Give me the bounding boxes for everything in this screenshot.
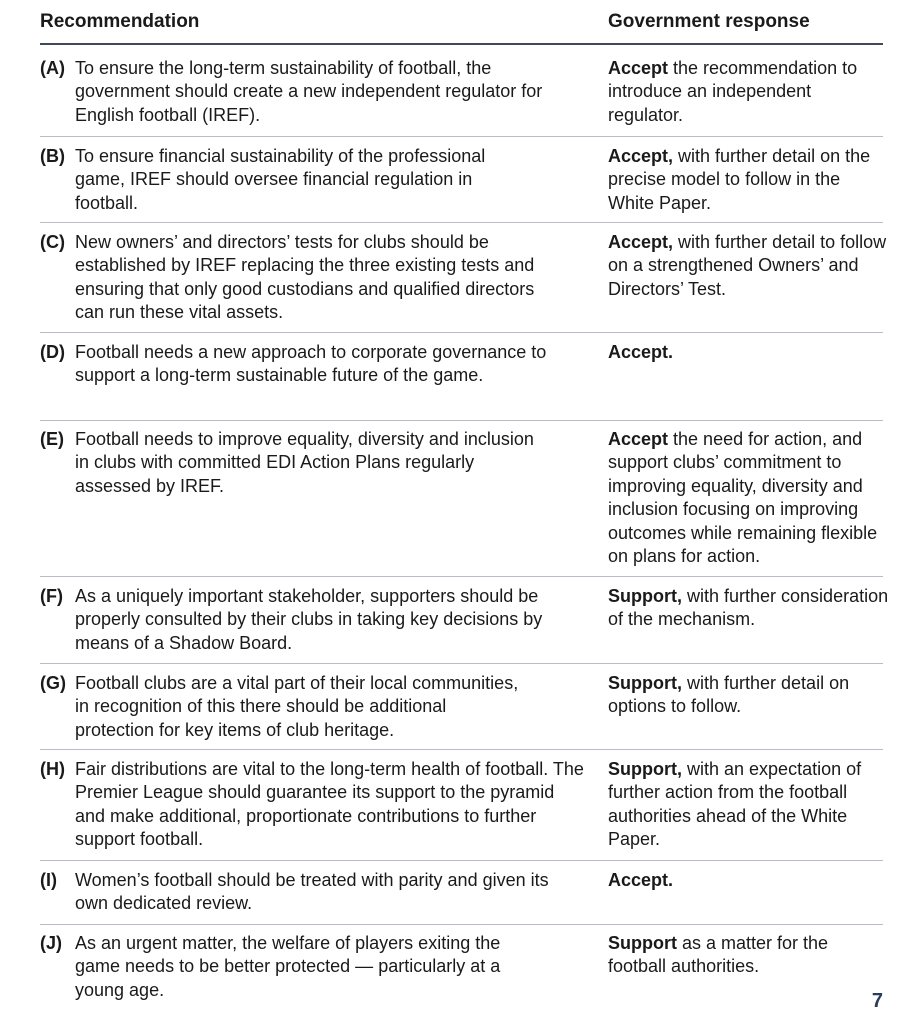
row-letter: (I) — [40, 870, 57, 890]
recommendation-text: Football clubs are a vital part of their local communities, in recognition of this there should be additional protection for key items of club heritage. — [75, 673, 519, 740]
row-letter: (H) — [40, 759, 65, 779]
response-verdict: Accept — [608, 429, 669, 449]
response-text — [608, 869, 890, 892]
response-verdict: Support, — [608, 759, 682, 779]
recommendation-text: Women’s football should be treated with parity and given its own dedicated review. — [75, 870, 549, 914]
recommendation-text: Fair distributions are vital to the long-term health of football. The Premier League should guarantee its support to the pyramid and make additional, proportionate contributions to further support football. — [75, 759, 584, 850]
row-divider — [40, 663, 883, 664]
row-letter: (E) — [40, 429, 64, 449]
response-verdict: Accept. — [608, 870, 674, 890]
row-letter: (A) — [40, 58, 65, 78]
page-number: 7 — [871, 990, 883, 1012]
response-text — [608, 758, 890, 852]
response-detail: with further detail on options to follow. — [608, 673, 850, 717]
row-divider — [40, 420, 883, 421]
response-verdict: Accept. — [608, 342, 674, 362]
header-divider — [40, 43, 883, 45]
recommendation-text: As a uniquely important stakeholder, supporters should be properly consulted by their clubs in taking key decisions by means of a Shadow Board. — [75, 586, 543, 653]
row-divider — [40, 749, 883, 750]
recommendation-text: New owners’ and directors’ tests for clubs should be established by IREF replacing the three existing tests and ensuring that only good custodians and qualified directors can run these vital assets. — [75, 232, 535, 323]
recommendation-text: To ensure financial sustainability of the professional game, IREF should oversee financial regulation in football. — [75, 146, 486, 213]
response-text — [608, 57, 890, 127]
response-verdict: Accept, — [608, 232, 674, 252]
row-divider — [40, 332, 883, 333]
recommendation-text: Football needs a new approach to corporate governance to support a long-term sustainable future of the game. — [75, 342, 547, 386]
response-verdict: Accept — [608, 58, 669, 78]
response-text — [608, 341, 890, 364]
recommendation-text: To ensure the long-term sustainability of football, the government should create a new independent regulator for English football (IREF). — [75, 58, 543, 125]
response-detail: with an expectation of further action from the football authorities ahead of the White Paper. — [608, 759, 862, 850]
row-letter: (B) — [40, 146, 65, 166]
row-letter: (D) — [40, 342, 65, 362]
response-verdict: Support — [608, 933, 677, 953]
response-detail: the need for action, and support clubs’ commitment to improving equality, diversity and inclusion focusing on improving outcomes while remaining flexible on plans for action. — [608, 429, 878, 567]
row-letter: (C) — [40, 232, 65, 252]
response-detail: with further detail to follow on a strengthened Owners’ and Directors’ Test. — [608, 232, 887, 299]
recommendation-text: As an urgent matter, the welfare of players exiting the game needs to be better protected — particularly at a young age. — [75, 933, 501, 1000]
row-divider — [40, 924, 883, 925]
response-detail: as a matter for the football authorities. — [608, 933, 829, 977]
response-text — [608, 932, 890, 979]
row-divider — [40, 136, 883, 137]
response-verdict: Support, — [608, 586, 682, 606]
response-text — [608, 585, 890, 632]
response-text — [608, 145, 890, 215]
response-text — [608, 428, 890, 568]
row-letter: (G) — [40, 673, 66, 693]
response-verdict: Support, — [608, 673, 682, 693]
table-header — [0, 0, 905, 45]
response-detail: with further detail on the precise model to follow in the White Paper. — [608, 146, 871, 213]
government-response-column-header: Government response — [608, 11, 810, 32]
response-text — [608, 231, 890, 301]
response-text — [608, 672, 890, 719]
response-detail: with further consideration of the mechanism. — [608, 586, 889, 630]
recommendation-text: Football needs to improve equality, diversity and inclusion in clubs with committed EDI Action Plans regularly assessed by IREF. — [75, 429, 534, 496]
response-verdict: Accept, — [608, 146, 674, 166]
row-divider — [40, 222, 883, 223]
row-divider — [40, 860, 883, 861]
response-detail: the recommendation to introduce an independent regulator. — [608, 58, 858, 125]
row-letter: (F) — [40, 586, 63, 606]
recommendation-column-header: Recommendation — [40, 11, 200, 32]
row-divider — [40, 576, 883, 577]
row-letter: (J) — [40, 933, 62, 953]
